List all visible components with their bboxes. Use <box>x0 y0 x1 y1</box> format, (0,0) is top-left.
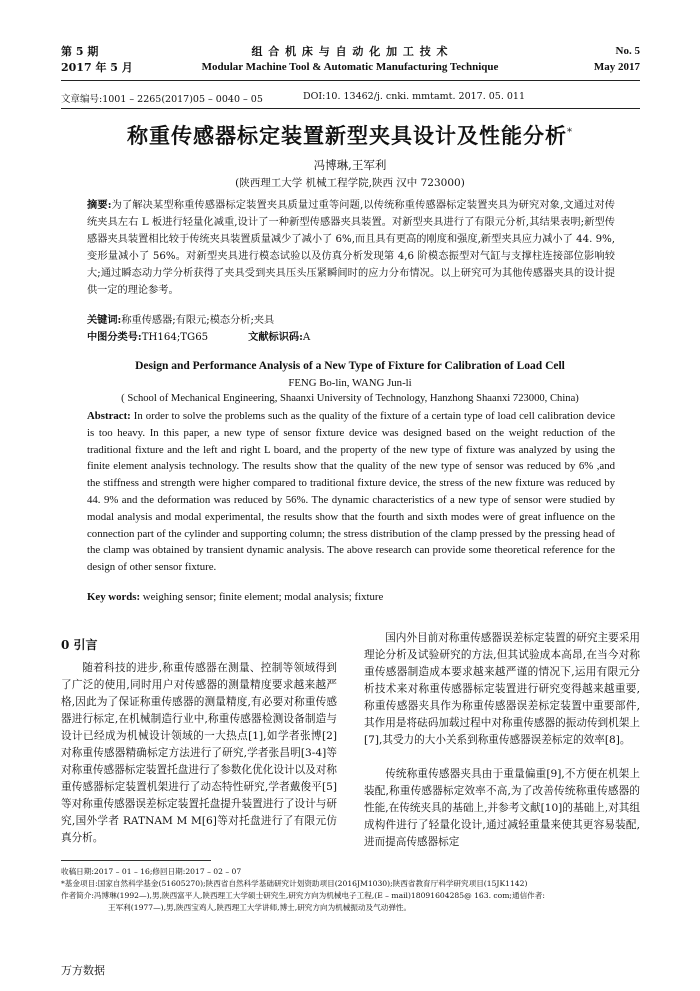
footnote-author-1: 作者简介:冯博琳(1992—),男,陕西富平人,陕西理工大学硕士研究生,研究方向为机械电子工程,(E – mail)18091604285@ 163. com;通信作者: <box>61 891 545 900</box>
authors-en: FENG Bo-lin, WANG Jun-li <box>288 377 412 389</box>
header-rule <box>61 80 640 81</box>
journal-cn: 组 合 机 床 与 自 动 化 加 工 技 术 <box>251 45 449 58</box>
right-column-paragraph-2: 传统称重传感器夹具由于重量偏重[9],不方便在机架上装配,称重传感器标定效率不高,为了改善传统称重传感器的性能,在传统夹具的基础上,并参考文献[10]的基础上,对其组成构件进行了轻量化设计,通过减轻重量来使其更容易装配,进而提高传感器标定 <box>364 768 640 848</box>
keywords-cn-label: 关键词: <box>87 314 122 326</box>
date-cn: 2017 年 5 月 <box>61 61 133 74</box>
keywords-cn: 关键词:称重传感器;有限元;模态分析;夹具 <box>87 314 275 326</box>
keywords-en: Key words: weighing sensor; finite element; modal analysis; fixture <box>87 591 384 603</box>
abstract-en: Abstract: In order to solve the problems such as the quality of the fixture of a certain type of load cell calibration device is too heavy. In this paper, a new type of sensor fixture device was designed based on the weight reduction of the traditional fixture and the left and right L board, and the property of the new type of fixture was analyzed by using the finite element analysis technology. The results show that the quality of the new type of sensor was reduced by 6% ,and the stiffness and strength were higher compared to traditional fixture device, the stress of the new fixture was reduced by 44. 9% and the deformation was reduced by 56%. The dynamic characteristics of a new type of sensor were studied by modal analysis and modal experimental, the results show that the fourth and sixth modes were of great influence on the connection part of the cylinder and supporting column; the stress distribution of the clamp pressed by the pressing head of the clamp was obtained by transient dynamic analysis. The above research can provide some theoretical reference for the design of other sensor fixture. <box>87 410 616 574</box>
abstract-cn-label: 摘要: <box>87 199 112 211</box>
article-number: 文章编号:1001 – 2265(2017)05 – 0040 – 05 <box>61 94 263 105</box>
issue-cn: 第 5 期 <box>61 45 99 58</box>
clc-code: TH164;TG65 <box>141 332 209 343</box>
watermark: 万方数据 <box>61 964 105 977</box>
title-en: Design and Performance Analysis of a New Type of Fixture for Calibration of Load Cell <box>135 360 565 372</box>
footnote-received: 收稿日期:2017 – 01 – 16;修回日期:2017 – 02 – 07 <box>61 867 242 876</box>
footnote-author-2: 王军利(1977—),男,陕西宝鸡人,陕西理工大学讲师,博士,研究方向为机械振动及气动弹性。 <box>108 903 412 912</box>
doc-code: A <box>302 332 311 343</box>
issue-en: No. 5 <box>615 45 640 57</box>
abstract-cn: 摘要:为了解决某型称重传感器标定装置夹具质量过重等问题,以传统称重传感器标定装置夹具为研究对象,文通过对传统夹具左右 L 板进行轻量化减重,设计了一种新型传感器夹具装置。对新型夹具进行了有限元分析,其结果表明;新型传感器夹具装置相比较于传统夹具装置质量减少了减小了 6%,而且具有更高的刚度和强度,新型夹具应力减小了 44. 9%,变形量减小了 56%。对新型夹具进行模态试验以及仿真分析发现第 4,6 阶模态振型对气缸与支撑柱连接部位影响较大;通过瞬态动力学分析获得了夹具受到夹具压头压紧瞬间时的应力分布情况。以上研究可为其他传感器夹具的设计提供一定的理论参考。 <box>87 199 615 296</box>
footnote-rule <box>61 860 211 861</box>
right-column-paragraph-1: 国内外目前对称重传感器误差标定装置的研究主要采用理论分析及试验研究的方法,但其试验成本高昂,在当今对称重传感器制造成本要求越来越严谨的情况下,运用有限元分析技术来对称重传感器标定装置进行研究变得越来越重要,称重传感器夹具作为称重传感器误差标定装置中重要部件,其作用是将砝码加载过程中对称重传感器的振动传到机架上[7],其受力的大小关系到称重传感器误差标定的效率[8]。 <box>364 632 640 746</box>
abstract-en-label: Abstract: <box>87 410 131 422</box>
affiliation-cn: (陕西理工大学 机械工程学院,陕西 汉中 723000) <box>235 177 465 189</box>
authors-cn: 冯博琳,王军利 <box>313 158 387 172</box>
journal-en: Modular Machine Tool & Automatic Manufacturing Technique <box>201 61 499 73</box>
section-heading-intro: 0 引言 <box>61 638 98 652</box>
affiliation-en: ( School of Mechanical Engineering, Shaanxi University of Technology, Hanzhong Shaanxi 723000, China) <box>121 393 579 404</box>
doi: DOI:10. 13462/j. cnki. mmtamt. 2017. 05. 011 <box>303 91 526 102</box>
title-cn: 称重传感器标定装置新型夹具设计及性能分析* <box>127 123 573 148</box>
title-fund-mark: * <box>567 127 573 138</box>
keywords-en-label: Key words: <box>87 591 141 603</box>
date-en: May 2017 <box>593 61 640 73</box>
left-column-paragraph: 随着科技的进步,称重传感器在测量、控制等领域得到了广泛的使用,同时用户对传感器的测量精度要求越来越严格,因此为了保证称重传感器的测量精度,有必要对称重传感器进行标定,在机械制造行业中,称重传感器检测设备制造与设计已经成为机械设计领域的一大热点[1],如学者张博[2]对称重传感器精确标定方法进行了研究,学者张昌明[3-4]等对称重传感器标定装置托盘进行了参数化优化设计以及对称重传感器标定装置机架进行了动态特性研究,学者戴俊平[5]等对称重传感器误差标定装置托盘提升装置进行了设计与研究,国外学者 RATNAM M M[6]等对托盘进行了有限元仿真分析。 <box>61 662 337 844</box>
classification-line: 中图分类号:TH164;TG65 文献标识码:A <box>87 331 311 343</box>
meta-rule <box>61 108 640 109</box>
footnote-fund: *基金项目:国家自然科学基金(51605270);陕西省自然科学基础研究计划资助项目(2016JM1030);陕西省教育厅科学研究项目(15JK1142) <box>61 879 528 888</box>
